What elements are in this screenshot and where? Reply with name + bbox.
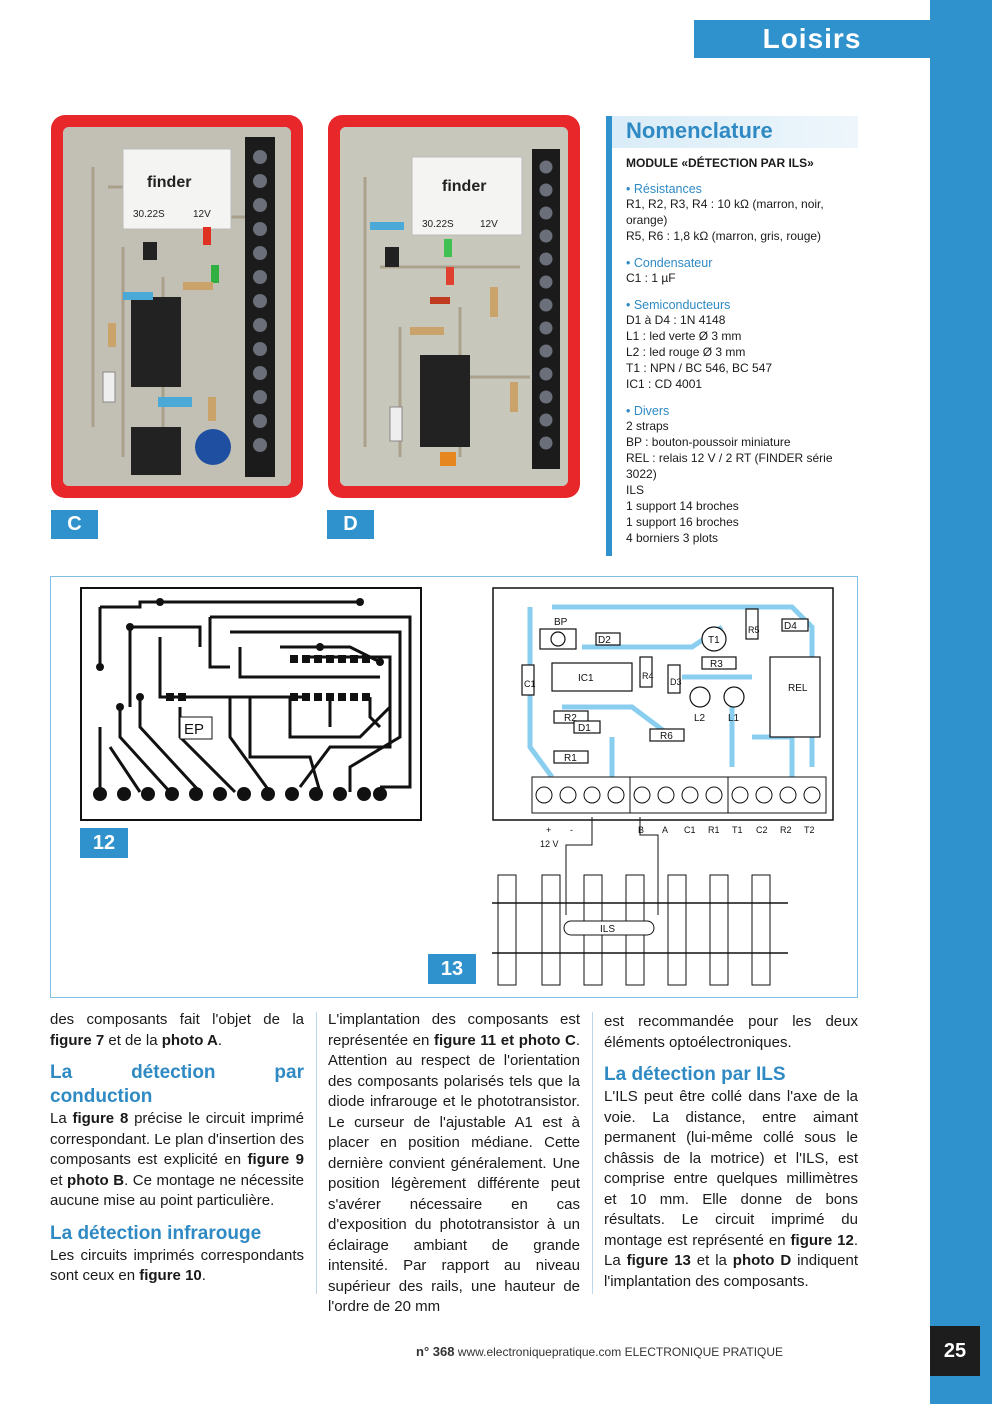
figure-13-layout <box>492 587 834 993</box>
footer-issue: n° 368 <box>416 1344 455 1359</box>
nomenclature-heading-semiconducteurs: • Semiconducteurs <box>626 298 731 312</box>
column-3 <box>604 1012 858 1292</box>
fig13-term-b: B <box>638 825 645 835</box>
fig13-t1: T1 <box>708 635 720 646</box>
nomenclature-line: REL : relais 12 V / 2 RT (FINDER série 3022) <box>626 451 833 481</box>
page-sidebar <box>930 0 992 1404</box>
column-2 <box>328 1010 580 1318</box>
nomenclature-line: R1, R2, R3, R4 : 10 kΩ (marron, noir, orange) <box>626 197 824 227</box>
fig13-d4: D4 <box>784 621 797 632</box>
fig13-c1: C1 <box>524 679 536 689</box>
figure-13-terminal-block <box>532 777 826 813</box>
photo-c-relay-model: 30.22S <box>133 209 165 220</box>
nomenclature-line: T1 : NPN / BC 546, BC 547 <box>626 361 773 375</box>
heading-conduction: La détection par conduction <box>50 1062 304 1107</box>
fig13-d3: D3 <box>670 677 682 687</box>
photo-d-relay-voltage: 12V <box>480 219 498 230</box>
nomenclature-line: R5, R6 : 1,8 kΩ (marron, gris, rouge) <box>626 229 822 243</box>
nomenclature-line: ILS <box>626 483 645 497</box>
fig13-r4: R4 <box>642 671 654 681</box>
fig13-bp: BP <box>554 617 568 628</box>
nomenclature-line: D1 à D4 : 1N 4148 <box>626 313 726 327</box>
fig13-d1: D1 <box>578 723 591 734</box>
column-1 <box>50 1010 304 1287</box>
nomenclature-line: C1 : 1 µF <box>626 271 676 285</box>
fig13-d2: D2 <box>598 635 611 646</box>
fig13-r2: R2 <box>564 713 577 724</box>
figure-13-label: 13 <box>428 954 476 984</box>
nomenclature-heading-divers: • Divers <box>626 404 670 418</box>
fig13-ic1: IC1 <box>578 673 594 684</box>
fig13-plus: + <box>546 825 552 835</box>
fig13-minus: - <box>570 825 573 835</box>
nomenclature-line: 1 support 14 broches <box>626 499 739 513</box>
nomenclature-box <box>606 116 858 556</box>
nomenclature-line: 4 borniers 3 plots <box>626 531 719 545</box>
nomenclature-line: BP : bouton-poussoir miniature <box>626 435 791 449</box>
photo-c-board <box>63 127 291 486</box>
col3-paragraph-2: L'ILS peut être collé dans l'axe de la voie. La distance, entre aimant permanent (lui-même collé sous le châssis de la motrice) et l'ILS, est comprise entre quelques millimètres et 10 mm. Elle donne de bons résultats. Le circuit imprimé du montage est représenté en figure 12. La figure 13 et la photo D indiquent l'implantation des composants. <box>604 1088 858 1290</box>
fig13-term-r1: R1 <box>708 825 720 835</box>
fig13-l2: L2 <box>694 713 706 724</box>
nomenclature-heading-condensateur: • Condensateur <box>626 256 713 270</box>
fig13-r5: R5 <box>748 625 760 635</box>
column-separator <box>592 1012 593 1294</box>
nomenclature-line: IC1 : CD 4001 <box>626 377 703 391</box>
photo-d-label: D <box>327 510 374 539</box>
col1-paragraph-3: Les circuits imprimés correspondants sont ceux en figure 10. <box>50 1246 304 1284</box>
photo-c-relay-brand: finder <box>147 174 192 191</box>
footer-magazine: ELECTRONIQUE PRATIQUE <box>624 1345 784 1359</box>
fig13-rel: REL <box>788 683 808 694</box>
footer-site: www.electroniquepratique.com <box>457 1345 622 1359</box>
nomenclature-line: 2 straps <box>626 419 669 433</box>
photo-c <box>51 115 303 498</box>
col3-paragraph-1: est recommandée pour les deux éléments optoélectroniques. <box>604 1013 858 1051</box>
figure-12-pcb <box>80 587 422 821</box>
figure-13-track <box>492 817 788 985</box>
column-separator <box>316 1012 317 1294</box>
fig13-r3: R3 <box>710 659 723 670</box>
page-footer <box>416 1344 783 1359</box>
photo-d-board <box>340 127 568 486</box>
nomenclature-heading-resistances: • Résistances <box>626 182 702 196</box>
fig13-12v: 12 V <box>540 839 559 849</box>
photo-d <box>328 115 580 498</box>
fig13-term-c1: C1 <box>684 825 696 835</box>
fig13-term-r2: R2 <box>780 825 792 835</box>
photo-d-relay-model: 30.22S <box>422 219 454 230</box>
figure-12-ep-label: EP <box>184 721 205 738</box>
fig13-l1: L1 <box>728 713 740 724</box>
fig13-term-c2: C2 <box>756 825 768 835</box>
nomenclature-line: L1 : led verte Ø 3 mm <box>626 329 742 343</box>
fig13-term-t2: T2 <box>804 825 815 835</box>
col1-paragraph-2: La figure 8 précise le circuit imprimé correspondant. Le plan d'insertion des composants est explicité en figure 9 et photo B. Ce montage ne nécessite aucune mise au point particulière. <box>50 1110 304 1209</box>
fig13-ils: ILS <box>600 924 616 935</box>
section-tab: Loisirs <box>694 20 930 58</box>
fig13-term-t1: T1 <box>732 825 743 835</box>
photo-d-relay-brand: finder <box>442 178 487 195</box>
nomenclature-line: 1 support 16 broches <box>626 515 739 529</box>
fig13-term-a: A <box>662 825 669 835</box>
nomenclature-subtitle: MODULE «DÉTECTION PAR ILS» <box>626 156 814 170</box>
fig13-r1: R1 <box>564 753 577 764</box>
col2-paragraph-1: L'implantation des composants est représentée en figure 11 et photo C. Attention au respect de l'orientation des composants polarisés tels que la diode infrarouge et le phototransistor. Le curseur de l'ajustable A1 est à placer en position médiane. Cette dernière convient généralement. Une position légèrement différente peut s'avérer nécessaire en cas d'exposition du phototransistor à un éclairage ambiant de grande intensité. Par rapport au niveau supérieur des rails, une hauteur de l'ordre de 20 mm <box>328 1011 581 1315</box>
figures-box <box>50 576 858 998</box>
photo-c-relay-voltage: 12V <box>193 209 211 220</box>
photo-c-label: C <box>51 510 98 539</box>
page-number: 25 <box>930 1326 980 1376</box>
nomenclature-line: L2 : led rouge Ø 3 mm <box>626 345 746 359</box>
col1-paragraph-1: des composants fait l'objet de la figure 7 et de la photo A. <box>50 1011 304 1049</box>
nomenclature-title: Nomenclature <box>612 116 858 148</box>
heading-infrarouge: La détection infrarouge <box>50 1222 262 1244</box>
figure-12-label: 12 <box>80 828 128 858</box>
fig13-r6: R6 <box>660 731 673 742</box>
heading-ils: La détection par ILS <box>604 1064 786 1085</box>
